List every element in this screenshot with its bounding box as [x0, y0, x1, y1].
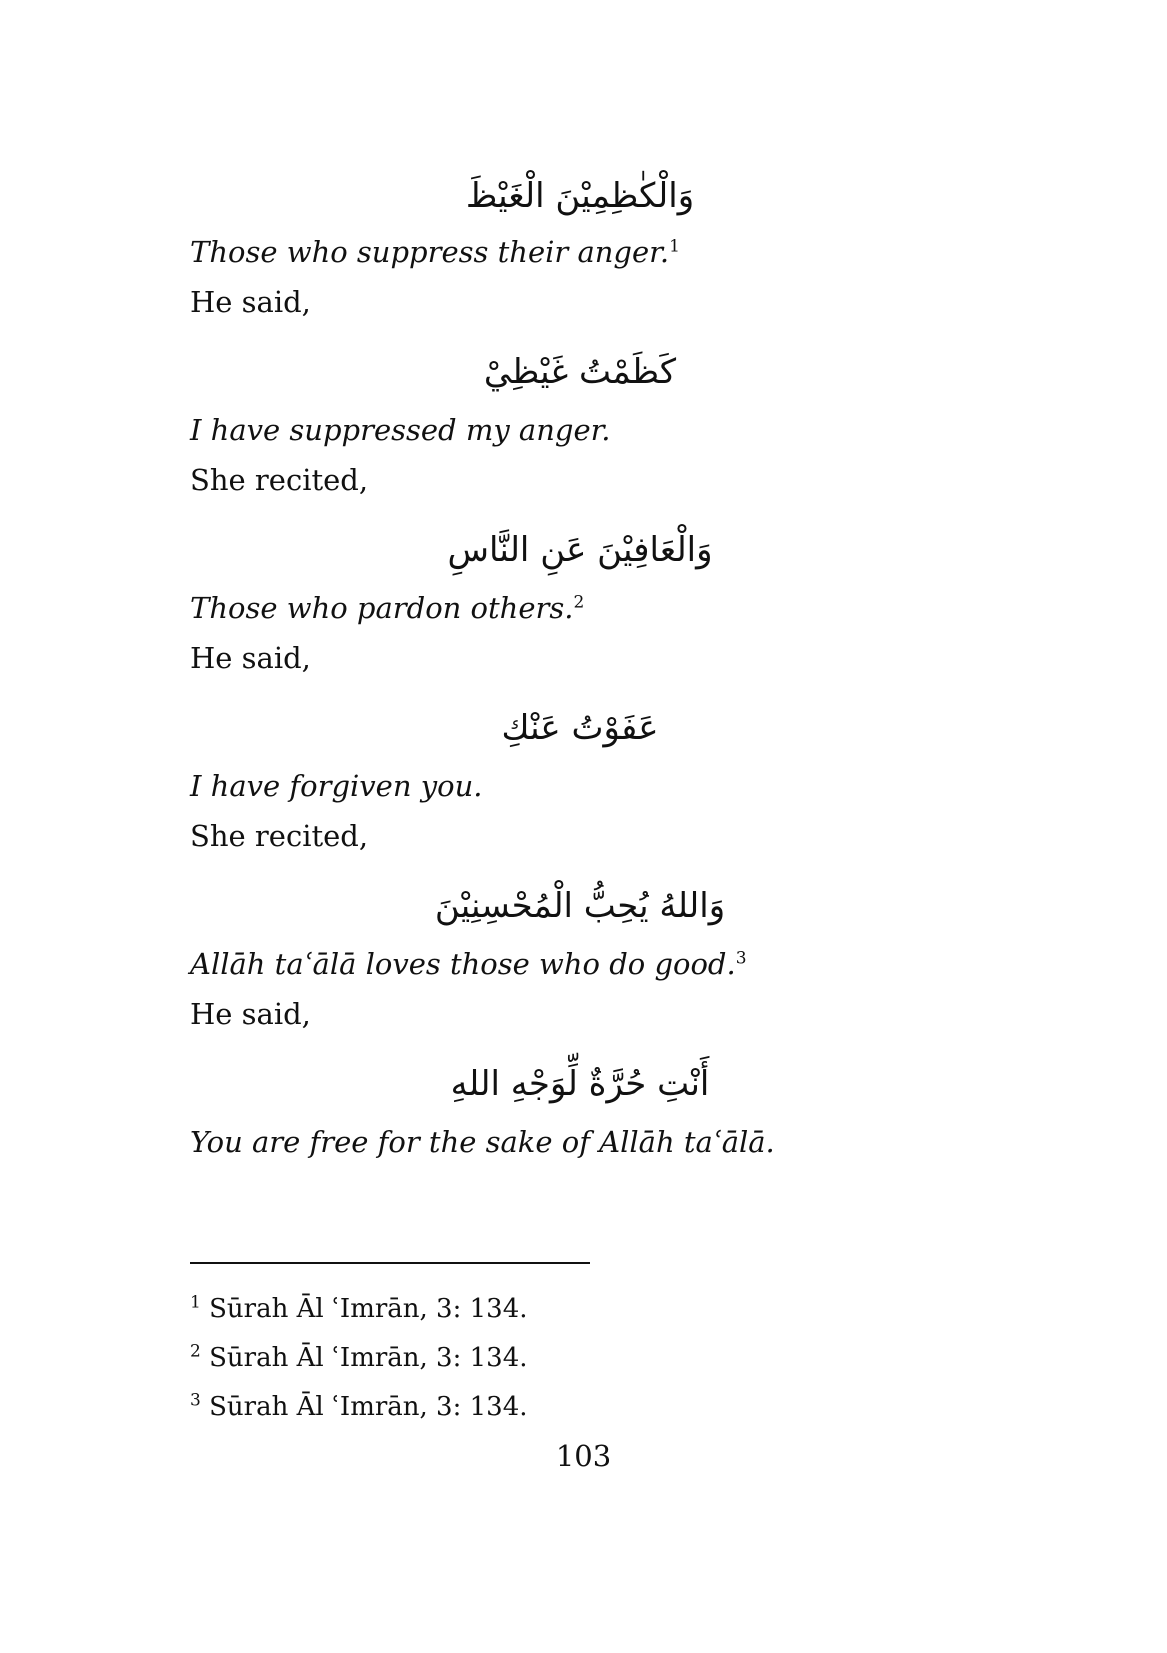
speech-line-5: He said,: [190, 997, 311, 1031]
arabic-phrase-1: كَظَمْتُ غَيْظِيْ: [483, 352, 677, 392]
footnote-divider: [190, 1262, 590, 1264]
footnote-2-mark: 2: [190, 1341, 201, 1362]
translation-2-text: I have suppressed my anger.: [190, 413, 611, 447]
arabic-verse-3: وَاللهُ يُحِبُّ الْمُحْسِنِيْنَ: [434, 886, 726, 926]
footnote-3: [190, 1390, 528, 1424]
page-number: 103: [555, 1439, 612, 1473]
footnote-1: [190, 1292, 528, 1326]
arabic-phrase-3: أَنْتِ حُرَّةٌ لِّوَجْهِ اللهِ: [450, 1064, 710, 1104]
arabic-phrase-2: عَفَوْتُ عَنْكِ: [501, 708, 659, 748]
translation-4-text: I have forgiven you.: [190, 769, 483, 803]
translation-6: [190, 1122, 775, 1162]
translation-5-text: Allāh taʿālā loves those who do good.: [190, 947, 736, 981]
speech-line-4: She recited,: [190, 819, 369, 853]
translation-1: [190, 232, 680, 272]
translation-6-text: You are free for the sake of Allāh taʿālā.: [190, 1125, 775, 1159]
speech-line-3: He said,: [190, 641, 311, 675]
translation-4: [190, 766, 482, 806]
translation-1-text: Those who suppress their anger.: [190, 235, 670, 269]
footnote-2-text: Sūrah Āl ʿImrān, 3: 134.: [209, 1343, 528, 1373]
footnote-3-text: Sūrah Āl ʿImrān, 3: 134.: [209, 1392, 528, 1422]
translation-5: [190, 944, 747, 984]
footnote-1-text: Sūrah Āl ʿImrān, 3: 134.: [209, 1294, 528, 1324]
arabic-verse-2: وَالْعَافِيْنَ عَنِ النَّاسِ: [447, 530, 713, 570]
footnote-1-mark: 1: [190, 1292, 201, 1313]
speech-line-2: She recited,: [190, 463, 369, 497]
translation-3-text: Those who pardon others.: [190, 591, 574, 625]
footnote-ref-2[interactable]: 2: [573, 592, 585, 613]
arabic-verse-1: وَالْكٰظِمِيْنَ الْغَيْظَ: [465, 176, 695, 216]
speech-line-1: He said,: [190, 285, 311, 319]
footnote-ref-3[interactable]: 3: [735, 948, 747, 969]
footnote-3-mark: 3: [190, 1390, 201, 1411]
translation-2: [190, 410, 611, 450]
footnote-2: [190, 1341, 528, 1375]
translation-3: [190, 588, 584, 628]
footnote-ref-1[interactable]: 1: [669, 236, 680, 257]
